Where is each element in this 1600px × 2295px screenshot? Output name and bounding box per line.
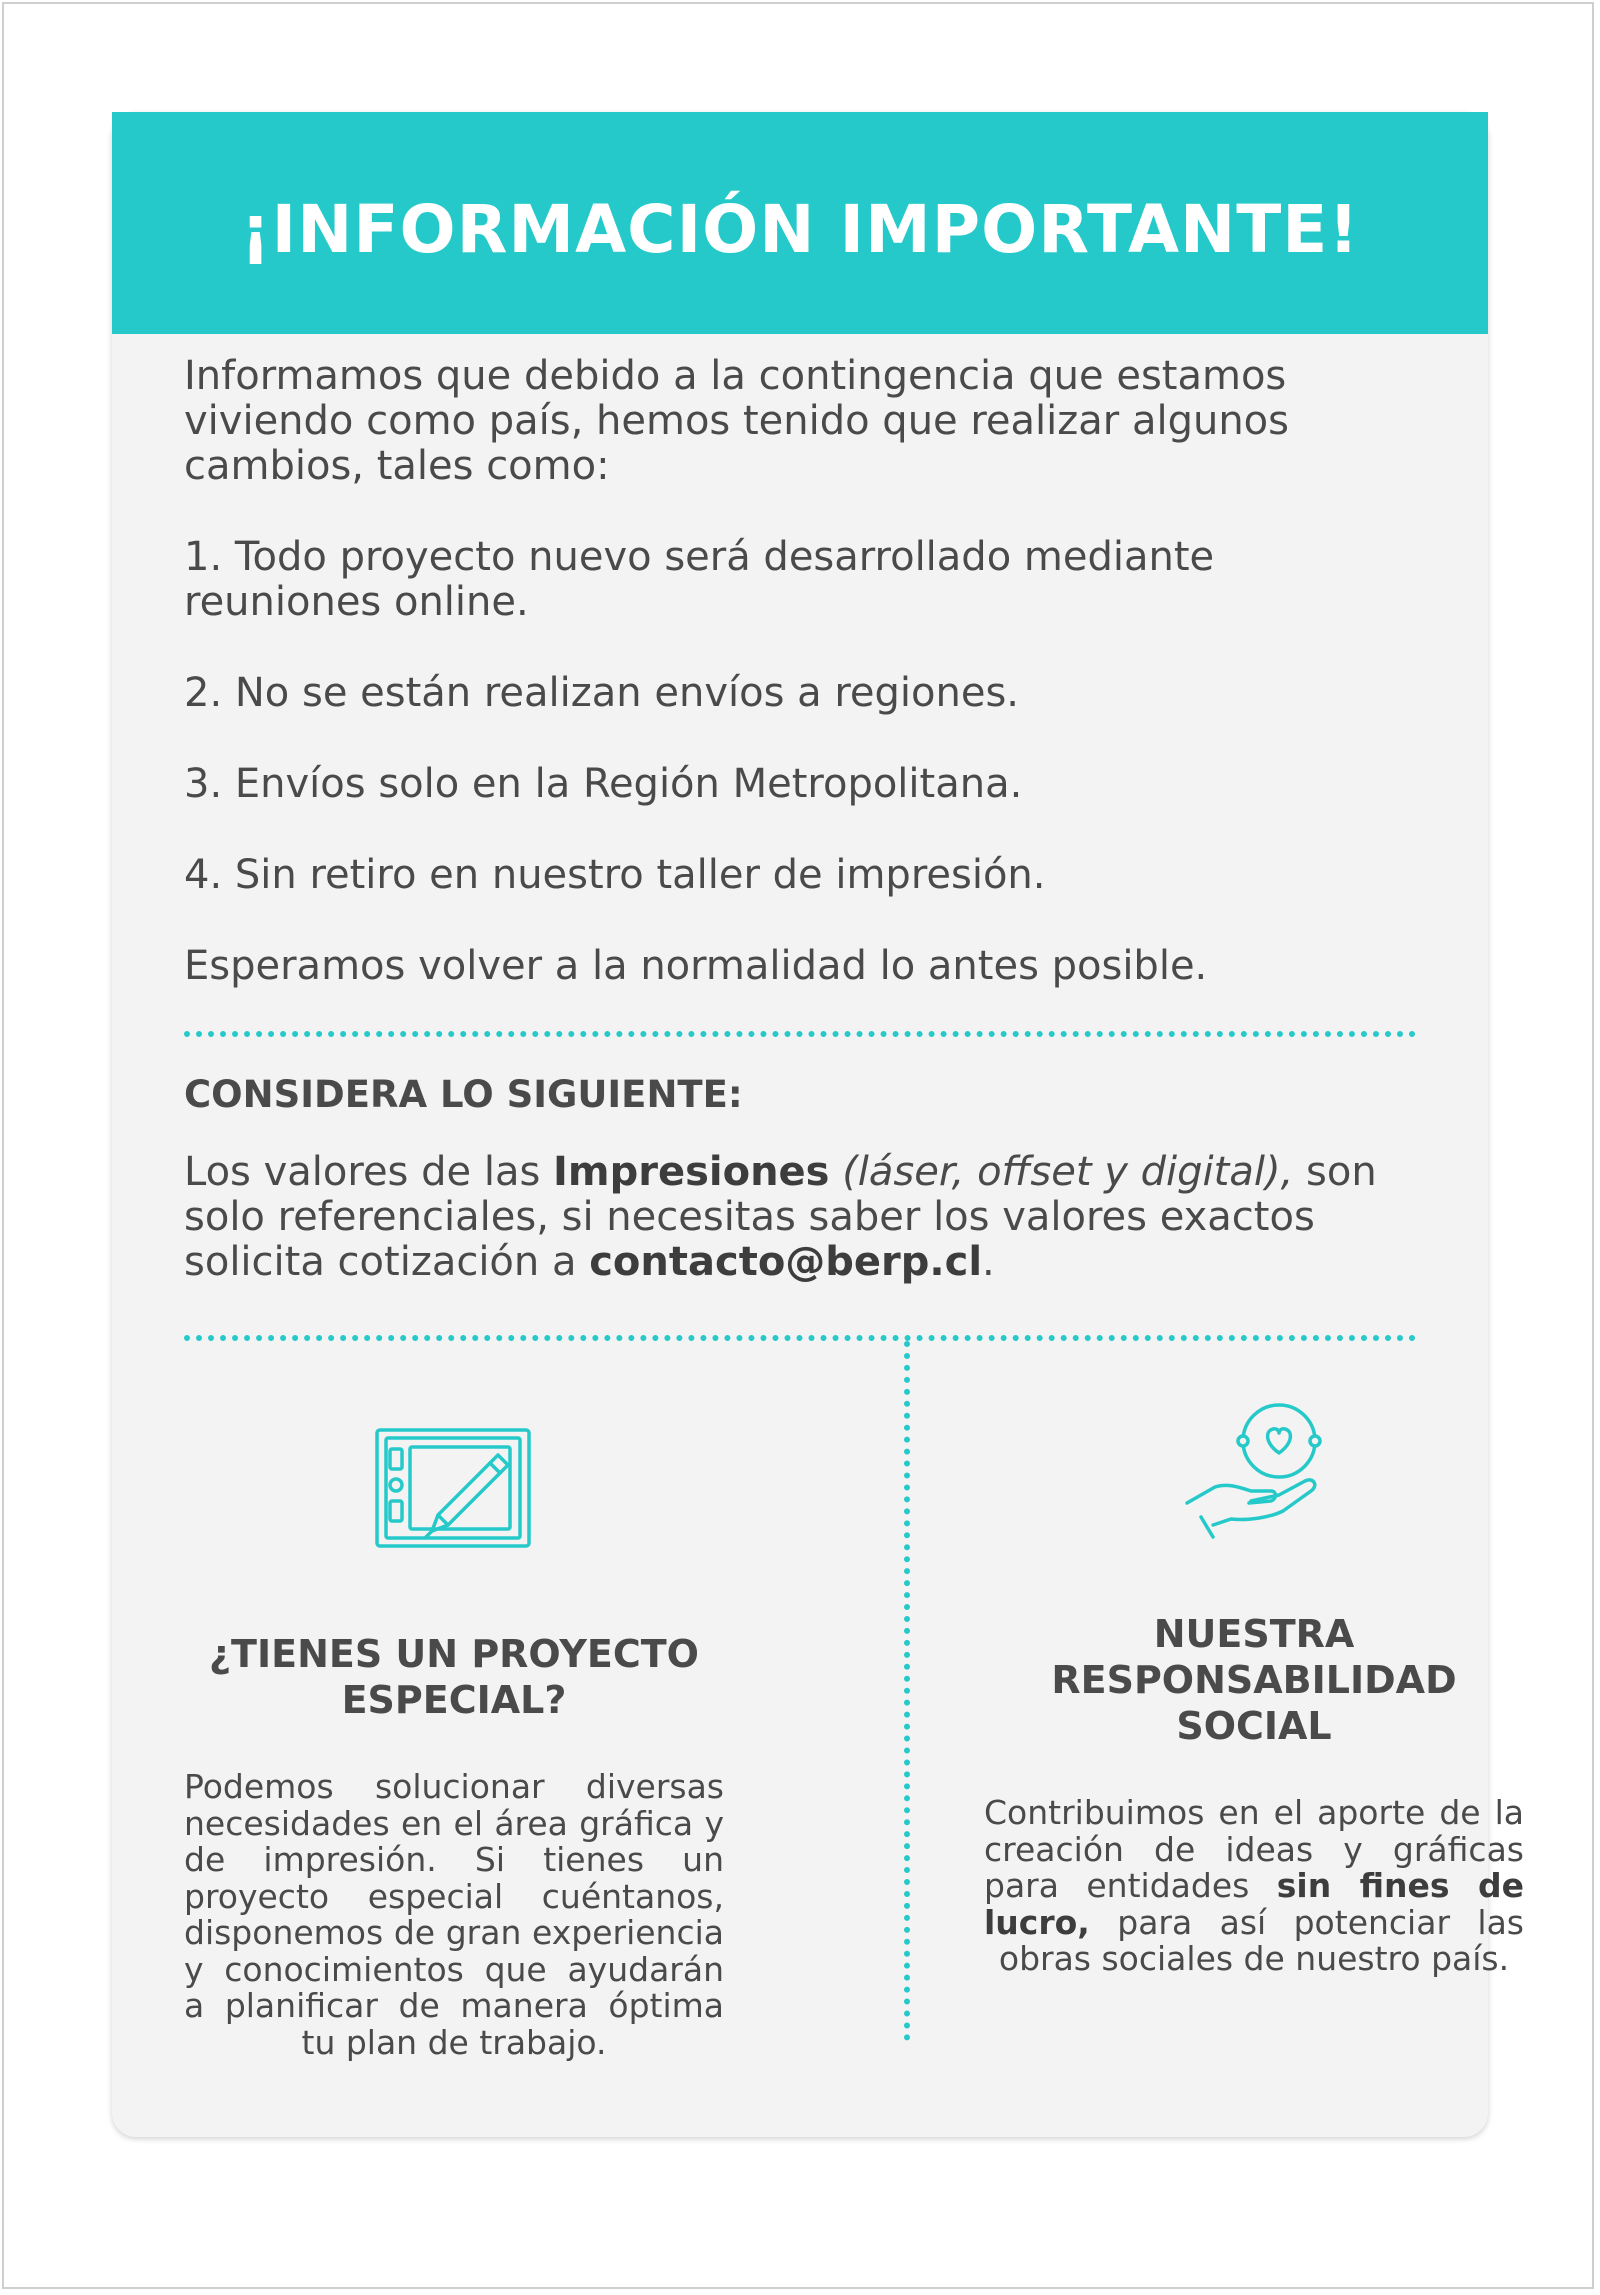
dotted-divider-1 (184, 1031, 1416, 1037)
print-types-italic: (láser, offset y digital), (829, 1149, 1294, 1195)
list-item-1: 1. Todo proyecto nuevo será desarrollado mediante reuniones online. (184, 534, 1215, 625)
intro-section (184, 354, 1416, 989)
closing-text: Esperamos volver a la normalidad lo antes posible. (184, 943, 1208, 989)
non-profit-bold: sin fines de lucro, (984, 1866, 1524, 1942)
contact-email[interactable]: contacto@berp.cl (589, 1239, 983, 1285)
card-body (112, 353, 1524, 2062)
social-text-2: para así potenciar las obras sociales de nuestro país. (998, 1902, 1524, 1978)
consider-text-2: son solo referenciales, si necesitas saber los valores exactos solicita cotización a (184, 1149, 1377, 1285)
consider-text-1: Los valores de las (184, 1149, 554, 1195)
two-columns (184, 1341, 1524, 2062)
list-item-3: 3. Envíos solo en la Región Metropolitana. (184, 761, 1023, 807)
list-item-2: 2. No se están realizan envíos a regiones. (184, 670, 1020, 716)
special-project-text: Podemos solucionar diversas necesidades en el área gráfica y de impresión. Si tienes un proyecto especial cuéntanos, disponemos de gran experiencia y conocimientos que ayudarán a planificar de manera óptima tu plan de trabajo. (184, 1767, 724, 2062)
header-banner (112, 112, 1488, 334)
consider-title: CONSIDERA LO SIGUIENTE: (184, 1073, 743, 1116)
consider-text-3: . (982, 1239, 995, 1285)
list-item-4: 4. Sin retiro en nuestro taller de impresión. (184, 852, 1046, 898)
special-project-column (184, 1341, 724, 2061)
header-title: ¡INFORMACIÓN IMPORTANTE! (240, 190, 1360, 268)
special-project-title: ¿TIENES UN PROYECTO ESPECIAL? (209, 1632, 699, 1722)
social-responsibility-column (984, 1341, 1524, 1978)
social-responsibility-title: NUESTRA RESPONSABILIDAD SOCIAL (1051, 1612, 1457, 1748)
dotted-vertical-divider (904, 1341, 910, 2041)
consider-text (184, 1150, 1416, 1285)
hand-heart-icon (1179, 1391, 1329, 1551)
intro-paragraph: Informamos que debido a la contingencia que estamos viviendo como país, hemos tenido que realizar algunos cambios, tales como: (184, 353, 1289, 489)
social-responsibility-text (984, 1795, 1524, 1978)
social-text-1: Contribuimos en el aporte de la creación de ideas y gráficas para entidades (984, 1793, 1524, 1905)
impresiones-bold: Impresiones (553, 1149, 830, 1195)
drawing-tablet-icon (374, 1427, 534, 1551)
info-card (112, 112, 1524, 2137)
